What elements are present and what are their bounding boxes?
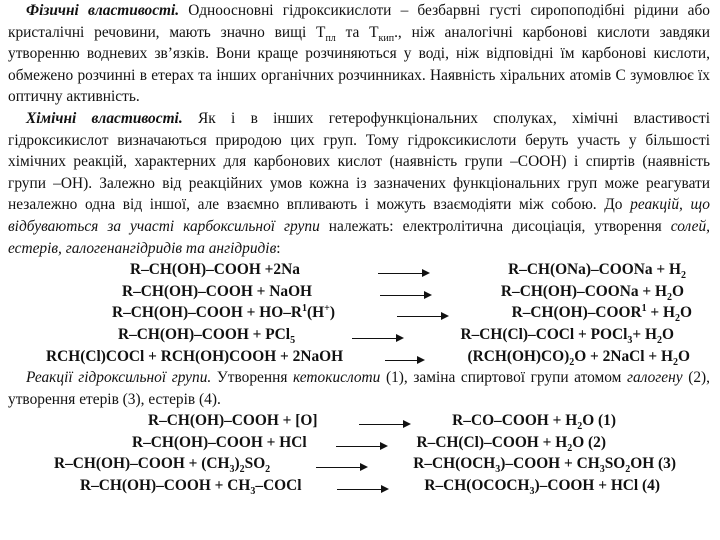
equation-row: R–CH(OH)–COOH + NaOH R–CH(OH)–COONa + $H_2O$ xyxy=(122,282,684,303)
reaction-arrow xyxy=(397,316,449,317)
equations-carboxyl-5 xyxy=(8,346,710,368)
equation-row: R–CH(OH)–COOH + $(CH_3)_2SO_2$ $R-CH(OCH_3)$–COOH + $CH_3SO_2OH$ (3) xyxy=(54,455,676,476)
equation-row: R–CH(OH)–COOH + $CH_3$–COCl $R-CH(OCOCH_3)$–COOH + HCl (4) xyxy=(80,477,660,498)
equations-carboxyl xyxy=(8,259,710,281)
paragraph-physical-properties: Фізичні властивості. Одноосновні гідроксикислоти – безбарвні густі сиропоподібні рідини або кристалічні речовини, мають значно вищі $Т_{пл}$ та $Т_{кип}$., ніж аналогічні карбонові кислоти завдяки утворенню водневих зв’язків. Вони краще розчиняються у воді, ніж відповідні їм карбонові кислоти, обмежено розчинні в етерах та інших органічних розчинниках. Наявність хіральних атомів С зумовлює їх оптичну активність. xyxy=(8,2,711,106)
reaction-arrow xyxy=(352,338,404,339)
equation-row: RCH(Cl)COCl + RCH(OH)COOH + 2NaOH $(RCH(OH)CO)_2O$ + 2NaCl + $H_2O$ xyxy=(46,347,690,368)
reaction-arrow xyxy=(385,360,425,361)
reaction-arrow xyxy=(378,273,430,274)
equation-row: R–CH(OH)–COOH + $HO-R^1(H^+)$ $R-CH(OH)-COOR^1 + H_2O$ xyxy=(112,303,692,325)
equation-row: R–CH(OH)–COOH + [O] R–CO–COOH + $H_2O$ (1) xyxy=(148,412,616,433)
heading-chemical-properties: Хімічні властивості. xyxy=(26,109,183,127)
equations-hydroxyl-1 xyxy=(8,410,710,432)
reaction-arrow xyxy=(337,489,389,490)
reaction-arrow xyxy=(316,467,368,468)
equations-carboxyl-2 xyxy=(8,281,710,303)
equations-hydroxyl-3 xyxy=(8,453,710,475)
equation-row: R–CH(OH)–COOH + HCl R–CH(Cl)–COOH + $H_2O$ (2) xyxy=(132,433,606,454)
reaction-arrow xyxy=(380,295,432,296)
equations-carboxyl-4 xyxy=(8,324,710,346)
paragraph-chemical-properties: Хімічні властивості. Як і в інших гетерофункціональних сполуках, хімічні властивості гідроксикислот визначаються природою цих груп. Тому гідроксикислоти беруть участь у більшості хімічних реакцій, характерних для карбонових кислот (наявність групи –СООН) і спиртів (наявність групи –ОН). Залежно від реакційних умов кожна із зазначених функціональних груп може реагувати незалежно одна від іншої, але взаємно впливають і можуть взаємодіяти між собою. До реакцій, що відбуваються за участі карбоксильної групи належать: електролітична дисоціація, утворення солей, естерів, галогенангідридів та ангідридів: xyxy=(8,109,711,257)
equations-hydroxyl-4 xyxy=(8,475,710,497)
equation-row: R–CH(OH)–COOH + PCl$_5$ R–CH(Cl)–COCl + POCl$_3$+ $H_2O$ xyxy=(118,325,674,346)
equations-carboxyl-3 xyxy=(8,302,710,324)
reaction-arrow xyxy=(336,446,388,447)
reaction-arrow xyxy=(359,424,411,425)
paragraph-hydroxyl-reactions: Реакції гідроксильної групи. Утворення кетокислоти (1), заміна спиртової групи атомом галогену (2), утворення етерів (3), естерів (4). xyxy=(8,369,710,408)
heading-physical-properties: Фізичні властивості. xyxy=(26,2,180,19)
equations-hydroxyl-2 xyxy=(8,432,710,454)
equation-row: R–CH(OH)–COOH +2Na R–CH(ONa)–COONa + $H_2$ xyxy=(130,261,686,282)
